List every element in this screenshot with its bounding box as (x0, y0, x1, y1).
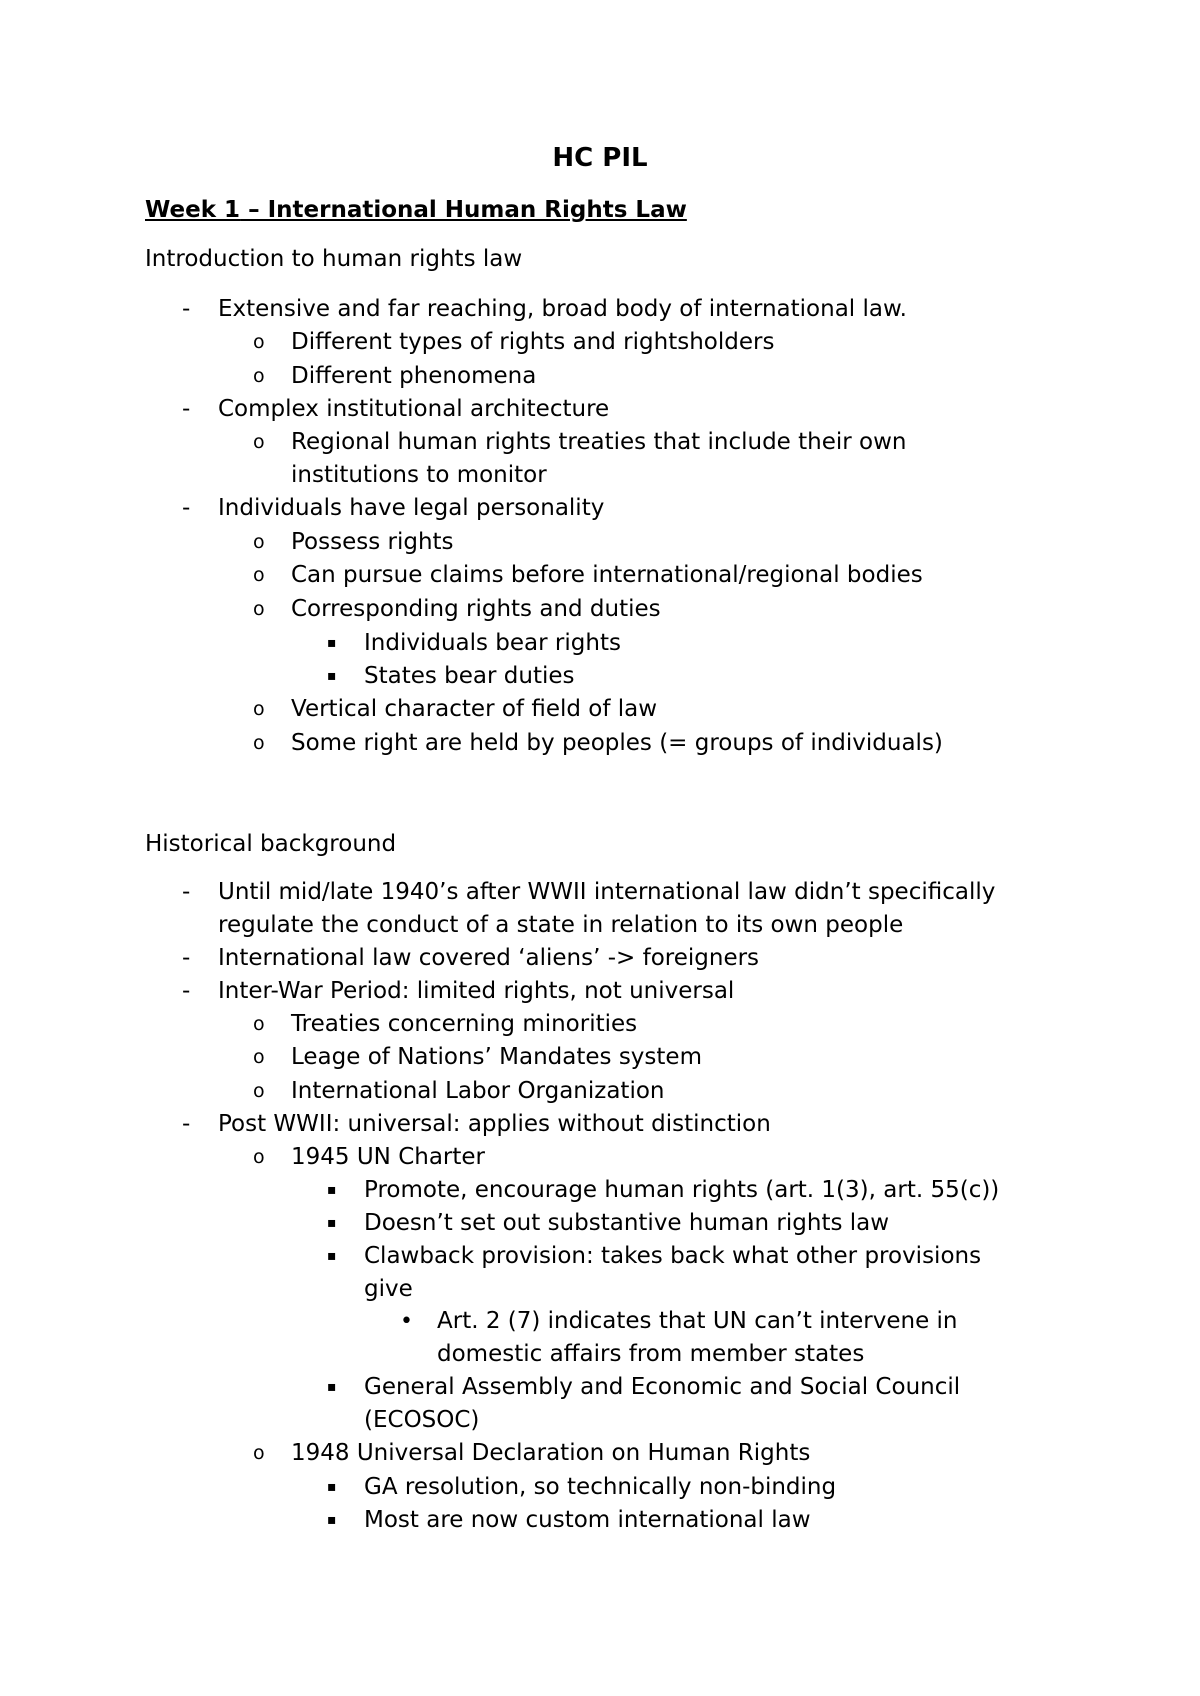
circle-marker: o (253, 1013, 265, 1035)
list-item: Regional human rights treaties that include their own (291, 429, 907, 455)
list-item: Leage of Nations’ Mandates system (291, 1044, 702, 1070)
circle-marker: o (253, 598, 265, 620)
list-item: Art. 2 (7) indicates that UN can’t intervene in (437, 1308, 958, 1334)
section-heading-intro: Introduction to human rights law (145, 246, 523, 272)
circle-marker: o (253, 1046, 265, 1068)
list-item: International law covered ‘aliens’ -> foreigners (218, 945, 760, 971)
list-item: 1948 Universal Declaration on Human Rights (291, 1440, 811, 1466)
square-marker: ▪ (327, 1182, 337, 1198)
list-item: Promote, encourage human rights (art. 1(3), art. 55(c)) (364, 1177, 1000, 1203)
circle-marker: o (253, 1442, 265, 1464)
circle-marker: o (253, 564, 265, 586)
square-marker: ▪ (327, 635, 337, 651)
list-item: Clawback provision: takes back what other provisions (364, 1243, 982, 1269)
dash-marker: - (182, 495, 191, 521)
circle-marker: o (253, 365, 265, 387)
list-item: Post WWII: universal: applies without distinction (218, 1111, 771, 1137)
list-item: Possess rights (291, 529, 454, 555)
list-item: Inter-War Period: limited rights, not universal (218, 978, 735, 1004)
section-heading-history: Historical background (145, 831, 397, 857)
circle-marker: o (253, 431, 265, 453)
list-item: Some right are held by peoples (= groups of individuals) (291, 730, 943, 756)
list-item: Different types of rights and rightsholders (291, 329, 775, 355)
week-heading (145, 197, 687, 223)
dash-marker: - (182, 879, 191, 905)
list-item: GA resolution, so technically non-binding (364, 1474, 837, 1500)
list-item: 1945 UN Charter (291, 1144, 486, 1170)
week-heading-topic: – International Human Rights Law (240, 197, 687, 223)
list-item: Extensive and far reaching, broad body of international law. (218, 296, 907, 322)
list-item: Vertical character of field of law (291, 696, 658, 722)
list-item-continuation: domestic affairs from member states (437, 1341, 865, 1367)
circle-marker: o (253, 1146, 265, 1168)
list-item: Individuals have legal personality (218, 495, 605, 521)
list-item: Different phenomena (291, 363, 537, 389)
week-heading-label: Week 1 (145, 197, 241, 223)
circle-marker: o (253, 1080, 265, 1102)
list-item: Can pursue claims before international/regional bodies (291, 562, 923, 588)
list-item-continuation: (ECOSOC) (364, 1407, 480, 1433)
dash-marker: - (182, 945, 191, 971)
dash-marker: - (182, 296, 191, 322)
list-item: States bear duties (364, 663, 575, 689)
square-marker: ▪ (327, 1479, 337, 1495)
list-item: International Labor Organization (291, 1078, 665, 1104)
circle-marker: o (253, 732, 265, 754)
list-item: Most are now custom international law (364, 1507, 811, 1533)
dash-marker: - (182, 978, 191, 1004)
list-item: Treaties concerning minorities (291, 1011, 638, 1037)
square-marker: ▪ (327, 1215, 337, 1231)
square-marker: ▪ (327, 668, 337, 684)
list-item: Complex institutional architecture (218, 396, 610, 422)
circle-marker: o (253, 331, 265, 353)
document-title: HC PIL (552, 143, 648, 173)
list-item: General Assembly and Economic and Social Council (364, 1374, 961, 1400)
dash-marker: - (182, 1111, 191, 1137)
list-item-continuation: institutions to monitor (291, 462, 547, 488)
circle-marker: o (253, 698, 265, 720)
dash-marker: - (182, 396, 191, 422)
square-marker: ▪ (327, 1248, 337, 1264)
list-item-continuation: regulate the conduct of a state in relation to its own people (218, 912, 904, 938)
list-item: Doesn’t set out substantive human rights law (364, 1210, 890, 1236)
list-item: Until mid/late 1940’s after WWII international law didn’t specifically (218, 879, 996, 905)
square-marker: ▪ (327, 1512, 337, 1528)
bullet-marker: • (400, 1309, 413, 1334)
square-marker: ▪ (327, 1379, 337, 1395)
circle-marker: o (253, 531, 265, 553)
list-item-continuation: give (364, 1276, 413, 1302)
list-item: Corresponding rights and duties (291, 596, 661, 622)
list-item: Individuals bear rights (364, 630, 621, 656)
